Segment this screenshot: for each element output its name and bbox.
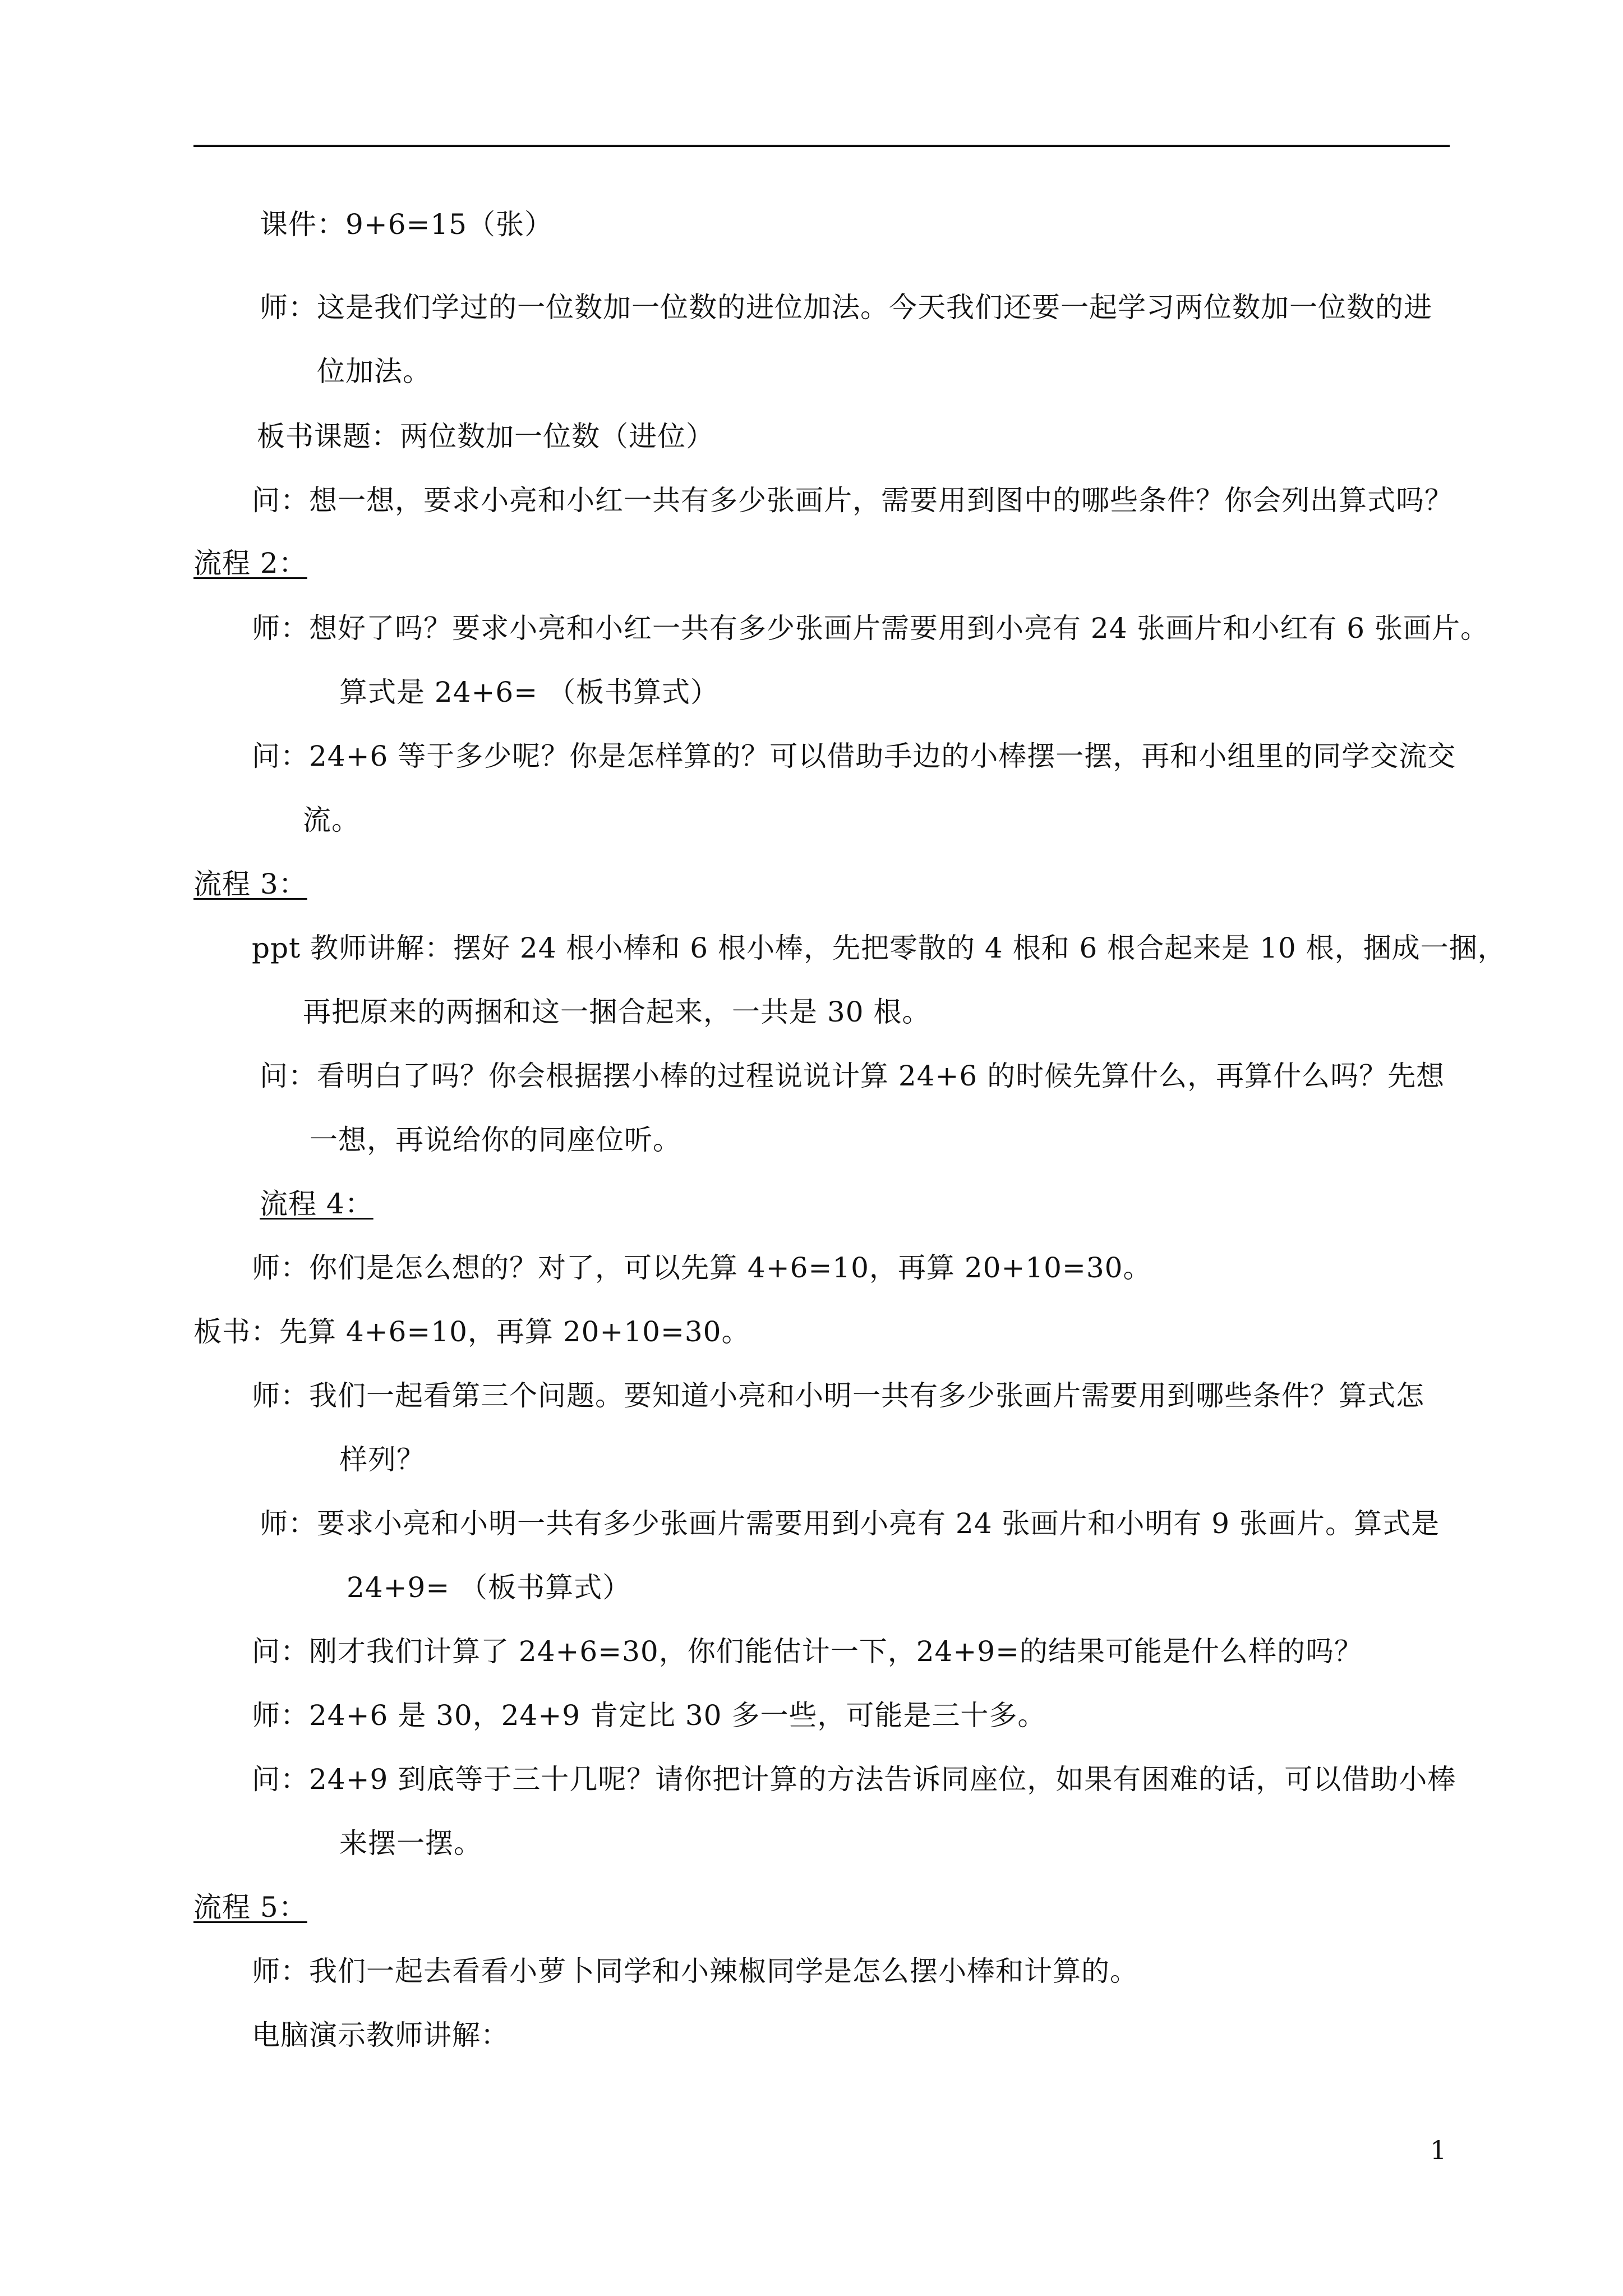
process-3-heading: 流程 3： bbox=[193, 868, 307, 900]
process-2-heading: 流程 2： bbox=[193, 547, 307, 579]
formula-line: 24+9= （板书算式） bbox=[347, 1571, 631, 1604]
formula-line: 算式是 24+6= （板书算式） bbox=[339, 676, 720, 708]
teacher-line: 师：24+6 是 30，24+9 肯定比 30 多一些，可能是三十多。 bbox=[252, 1699, 1046, 1732]
teacher-line: 师：这是我们学过的一位数加一位数的进位加法。今天我们还要一起学习两位数加一位数的进 bbox=[260, 291, 1432, 324]
ppt-explanation-cont: 再把原来的两捆和这一捆合起来，一共是 30 根。 bbox=[303, 996, 931, 1028]
teacher-line-cont: 样列？ bbox=[339, 1443, 425, 1476]
question-line-cont: 流。 bbox=[303, 804, 360, 836]
question-line: 问：刚才我们计算了 24+6=30，你们能估计一下，24+9=的结果可能是什么样的吗？ bbox=[252, 1635, 1363, 1668]
question-line: 问：看明白了吗？你会根据摆小棒的过程说说计算 24+6 的时候先算什么，再算什么吗？先想 bbox=[260, 1060, 1445, 1092]
question-line-cont: 来摆一摆。 bbox=[339, 1827, 482, 1860]
question-line: 问：24+9 到底等于三十几呢？请你把计算的方法告诉同座位，如果有困难的话，可以借助小棒 bbox=[252, 1763, 1456, 1796]
teacher-line: 师：你们是怎么想的？对了，可以先算 4+6=10，再算 20+10=30。 bbox=[252, 1251, 1152, 1284]
question-line-cont: 一想，再说给你的同座位听。 bbox=[310, 1124, 681, 1156]
teacher-line-cont: 位加法。 bbox=[317, 355, 431, 388]
board-line: 板书：先算 4+6=10，再算 20+10=30。 bbox=[193, 1315, 750, 1348]
teacher-line: 师：我们一起去看看小萝卜同学和小辣椒同学是怎么摆小棒和计算的。 bbox=[252, 1955, 1138, 1987]
ppt-explanation-line: ppt 教师讲解：摆好 24 根小棒和 6 根小棒，先把零散的 4 根和 6 根合起来是 10 根，捆成一捆， bbox=[252, 932, 1506, 964]
question-line: 问：想一想，要求小亮和小红一共有多少张画片，需要用到图中的哪些条件？你会列出算式吗？ bbox=[252, 484, 1453, 517]
header-rule bbox=[193, 145, 1450, 147]
process-4-heading: 流程 4： bbox=[260, 1188, 374, 1220]
courseware-line: 课件：9+6=15（张） bbox=[260, 208, 554, 241]
teacher-line: 师：我们一起看第三个问题。要知道小亮和小明一共有多少张画片需要用到哪些条件？算式怎 bbox=[252, 1379, 1424, 1412]
page-number: 1 bbox=[1430, 2135, 1447, 2165]
teacher-line: 师：要求小亮和小明一共有多少张画片需要用到小亮有 24 张画片和小明有 9 张画片。算式是 bbox=[260, 1507, 1440, 1540]
question-line: 问：24+6 等于多少呢？你是怎样算的？可以借助手边的小棒摆一摆，再和小组里的同学交流交 bbox=[252, 740, 1456, 772]
teacher-line: 师：想好了吗？要求小亮和小红一共有多少张画片需要用到小亮有 24 张画片和小红有 6 张画片。 bbox=[252, 612, 1490, 645]
demo-line: 电脑演示教师讲解： bbox=[252, 2019, 509, 2051]
process-5-heading: 流程 5： bbox=[193, 1891, 307, 1924]
board-title-line: 板书课题：两位数加一位数（进位） bbox=[257, 420, 714, 453]
